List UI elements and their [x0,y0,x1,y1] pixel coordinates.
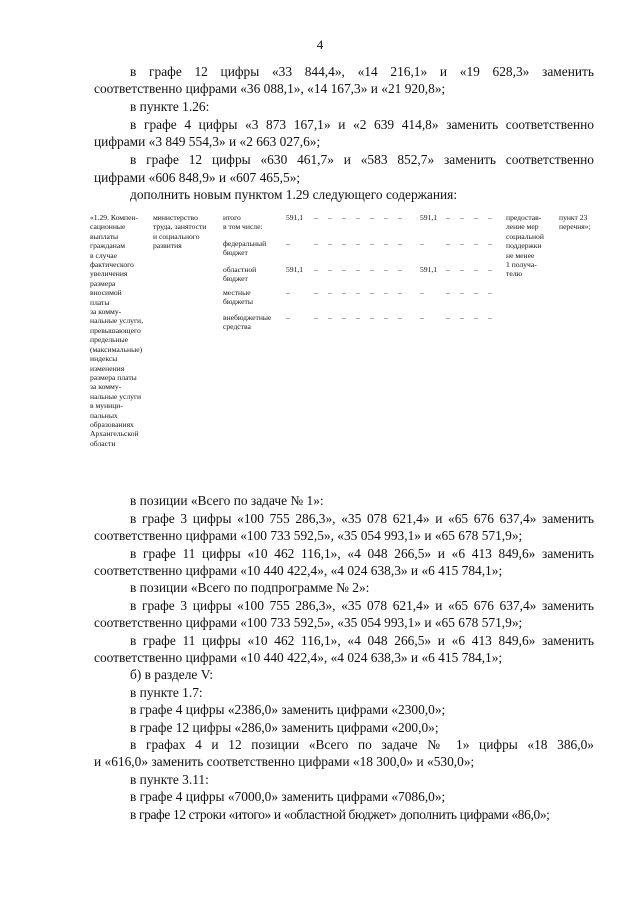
dash: – [342,213,346,222]
cell-text: федеральный [223,239,267,248]
dash: – [460,239,464,248]
dash: – [286,239,290,248]
dash: – [488,265,492,274]
dash: – [314,265,318,274]
dash: – [460,313,464,322]
dash: – [474,213,478,222]
dash: – [398,288,402,297]
paragraph: дополнить новым пунктом 1.29 следующего содержания: [130,187,458,202]
cell-text: предостав- [506,213,542,222]
cell-text: пальных [90,410,118,420]
value-cell: 591,1 [420,213,438,222]
funding-source-label [223,313,285,332]
dash: – [420,288,424,297]
dash: – [328,288,332,297]
dash: – [446,288,450,297]
dash: – [370,265,374,274]
dash: – [356,265,360,274]
cell-text: фактического [90,260,134,270]
cell-text: области [90,438,116,448]
cell-text: Архангельской [90,429,139,439]
cell-text: и социального [153,231,200,241]
cell-text: внебюджетные [223,313,272,322]
paragraph: в графе 11 цифры «10 462 116,1», «4 048 266,5» и «6 413 849,6» заменить [130,546,594,561]
cell-text: сационные [90,222,126,232]
cell-text: в муници- [90,401,123,411]
cell-text: в случае [90,250,118,260]
dash: – [356,288,360,297]
cell-text: превышающего [90,325,141,335]
dash: – [446,239,450,248]
dash: – [460,265,464,274]
dash: – [370,313,374,322]
cell-text: пункт 23 [559,213,588,222]
cell-text: местные [223,288,251,297]
cell-text: нальные услуги, [90,316,144,326]
cell-text: размера платы [90,372,137,382]
dash: – [398,265,402,274]
dash: – [398,213,402,222]
cell-text: перечня»; [559,222,591,232]
dash: – [314,313,318,322]
dash: – [488,313,492,322]
dash: – [328,313,332,322]
dash: – [342,265,346,274]
dash: – [474,288,478,297]
dash: – [314,288,318,297]
dash: – [286,288,290,297]
dash: – [314,213,318,222]
paragraph: в пункте 3.11: [130,772,209,787]
dash: – [328,213,332,222]
cell-text: «1.29. Компен- [90,213,139,222]
paragraph: соответственно цифрами «10 440 422,4», «4 024 638,3» и «6 415 784,1»; [94,563,503,578]
paragraph: в графе 12 цифры «286,0» заменить цифрами «200,0»; [130,720,439,735]
dash: – [356,239,360,248]
cell-text: развития [153,241,182,251]
paragraph: соответственно цифрами «36 088,1», «14 167,3» и «21 920,8»; [94,81,446,96]
cell-text: бюджеты [223,297,253,307]
paragraph: в пункте 1.7: [130,685,203,700]
cell-text: индексы [90,354,118,364]
paragraph: в графах 4 и 12 позиции «Всего по задаче № 1» цифры «18 386,0» [130,737,594,752]
dash: – [342,313,346,322]
dash: – [488,213,492,222]
paragraph: в позиции «Всего по задаче № 1»: [130,493,324,508]
dash: – [328,239,332,248]
paragraph: в графе 3 цифры «100 755 286,3», «35 078 621,4» и «65 676 637,4» заменить [130,511,594,526]
cell-text: министерство [153,213,198,222]
reference-column [559,213,599,232]
dash: – [474,313,478,322]
cell-text: нальные услуги [90,391,142,401]
dash: – [446,213,450,222]
paragraph: в графе 12 строки «итого» и «областной бюджет» дополнить цифрами «86,0»; [130,807,550,822]
cell-text: областной [223,265,257,274]
expected-result-column [506,213,558,279]
funding-source-label [223,288,285,307]
page-number: 4 [316,37,324,52]
dash: – [384,313,388,322]
dash: – [460,288,464,297]
paragraph: соответственно цифрами «100 733 592,5», «35 054 993,1» и «65 678 571,9»; [94,615,523,630]
paragraph: в графе 4 цифры «2386,0» заменить цифрами «2300,0»; [130,702,446,717]
dash: – [342,239,346,248]
dash: – [384,265,388,274]
funding-source-label [223,239,285,258]
paragraph: в графе 4 цифры «7000,0» заменить цифрами «7086,0»; [130,789,446,804]
cell-text: гражданам [90,241,126,251]
dash: – [328,265,332,274]
paragraph: в графе 12 цифры «33 844,4», «14 216,1» и «19 628,3» заменить [130,64,594,79]
dash: – [384,213,388,222]
value-cell: 591,1 [286,213,304,222]
dash: – [460,213,464,222]
cell-text: размера [90,278,116,288]
cell-text: изменения [90,363,125,373]
cell-text: труда, занятости [153,222,207,232]
cell-text: бюджет [223,274,248,284]
dash: – [488,288,492,297]
dash: – [370,288,374,297]
dash: – [384,239,388,248]
cell-text: образованиях [90,419,134,429]
dash: – [446,265,450,274]
paragraph: б) в разделе V: [130,667,214,682]
paragraph: в пункте 1.26: [130,99,210,114]
cell-text: средства [223,322,251,332]
dash: – [384,288,388,297]
cell-text: за комму- [90,382,122,392]
dash: – [356,313,360,322]
cell-text: поддержки [506,241,542,251]
value-cell: 591,1 [286,265,304,274]
dash: – [446,313,450,322]
paragraph: в графе 12 цифры «630 461,7» и «583 852,7» заменить соответственно [130,152,594,167]
dash: – [286,313,290,322]
dash: – [488,239,492,248]
dash: – [370,213,374,222]
dash: – [398,313,402,322]
paragraph: в графе 4 цифры «3 873 167,1» и «2 639 414,8» заменить соответственно [130,117,594,132]
cell-text: итого [223,213,241,222]
dash: – [356,213,360,222]
funding-source-label [223,265,285,284]
executor-column [153,213,223,251]
cell-text: за комму- [90,307,122,317]
dash: – [474,239,478,248]
paragraph: и «616,0» заменить соответственно цифрами «18 300,0» и «530,0»; [94,754,475,769]
value-cell: 591,1 [420,265,438,274]
cell-text: бюджет [223,248,248,258]
paragraph: цифрами «3 849 554,3» и «2 663 027,6»; [94,134,321,149]
cell-text: телю [506,269,523,279]
measure-name-column [90,213,152,448]
cell-text: 1 получа- [506,260,537,270]
paragraph: в графе 11 цифры «10 462 116,1», «4 048 266,5» и «6 413 849,6» заменить [130,633,594,648]
cell-text: вносимой [90,288,122,298]
cell-text: ление мер [506,222,539,232]
cell-text: (максимальные) [90,344,143,354]
paragraph: цифрами «606 848,9» и «607 465,5»; [94,170,301,185]
paragraph: соответственно цифрами «10 440 422,4», «4 024 638,3» и «6 415 784,1»; [94,650,503,665]
cell-text: социальной [506,231,544,241]
dash: – [314,239,318,248]
paragraph: в графе 3 цифры «100 755 286,3», «35 078 621,4» и «65 676 637,4» заменить [130,598,594,613]
cell-text: увеличения [90,269,128,279]
cell-text: выплаты [90,231,119,241]
paragraph: соответственно цифрами «100 733 592,5», «35 054 993,1» и «65 678 571,9»; [94,528,523,543]
dash: – [474,265,478,274]
funding-source-label [223,213,285,232]
dash: – [398,239,402,248]
paragraph: в позиции «Всего по подпрограмме № 2»: [130,580,370,595]
cell-text: не менее [506,250,535,260]
dash: – [342,288,346,297]
cell-text: в том числе: [223,222,263,232]
dash: – [420,239,424,248]
dash: – [420,313,424,322]
dash: – [370,239,374,248]
cell-text: платы [90,297,110,307]
cell-text: предельные [90,335,129,345]
